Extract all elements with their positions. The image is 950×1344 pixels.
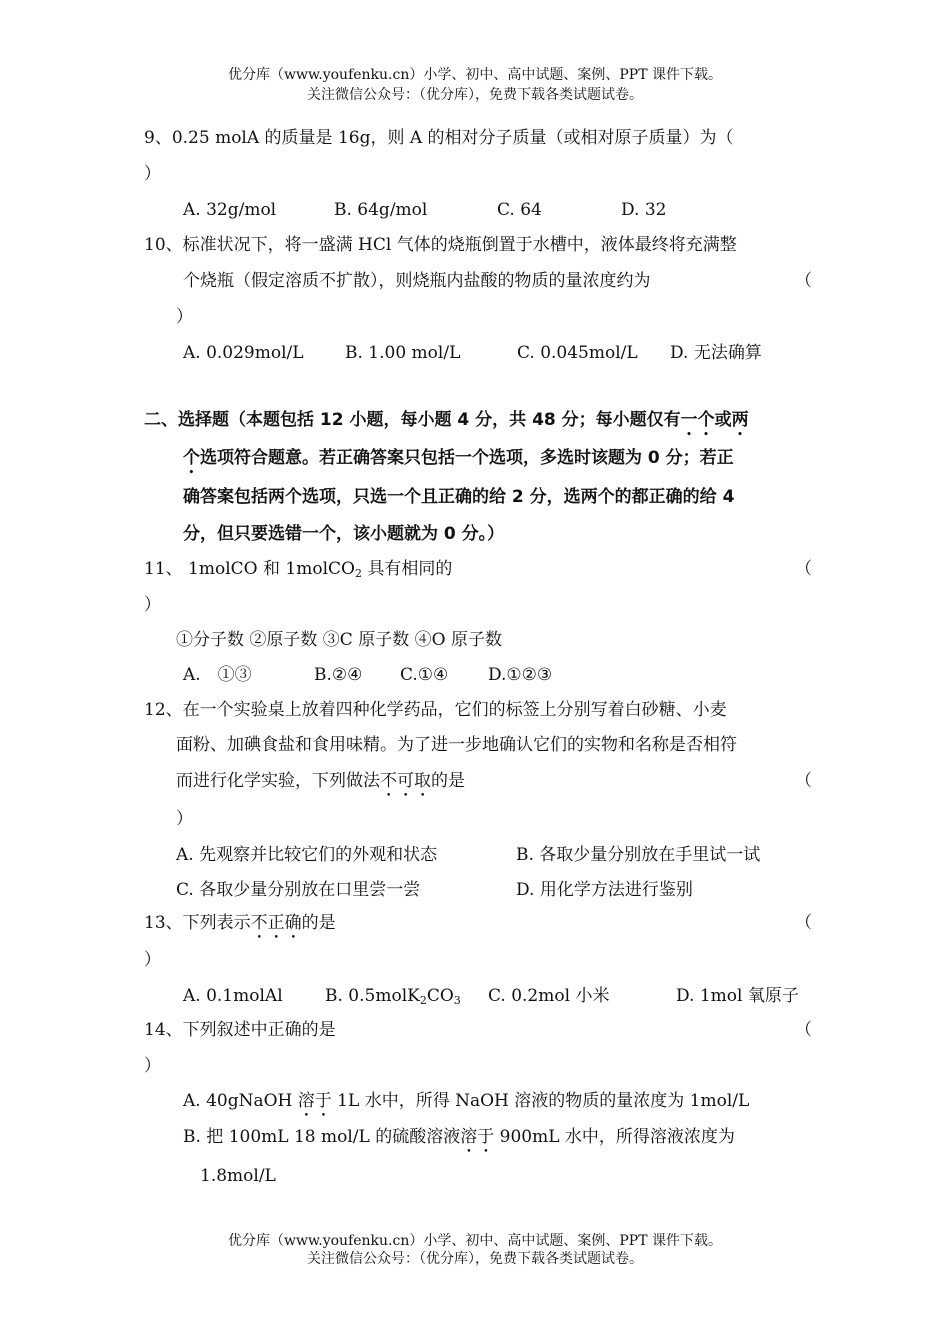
q14-option-b: B. 把 100mL 18 mol/L 的硫酸溶液溶于 900mL 水中，所得溶液浓度为 (183, 1127, 735, 1147)
q10-stem-line-1: 10、标准状况下，将一盛满 HCl 气体的烧瓶倒置于水槽中，液体最终将充满整 (144, 235, 737, 255)
q10-open-paren: （ (795, 271, 812, 291)
q12-stem-line-3: 而进行化学实验，下列做法不可取的是 (176, 771, 465, 791)
q10-option-a: A. 0.029mol/L (183, 343, 304, 363)
q14-option-b-continued: 1.8mol/L (200, 1166, 276, 1186)
q13-open-paren: （ (795, 913, 812, 933)
section2-heading-line-2: 个选项符合题意。若正确答案只包括一个选项，多选时该题为 0 分；若正 (183, 448, 734, 468)
q11-stem: 11、 1molCO 和 1molCO$_2$ 具有相同的 (144, 559, 453, 580)
page-footer-line-2: 关注微信公众号：（优分库），免费下载各类试题试卷。 (307, 1251, 643, 1267)
q12-close-paren: ） (176, 809, 193, 829)
q12-stem-line-1: 12、在一个实验桌上放着四种化学药品，它们的标签上分别写着白砂糖、小麦 (144, 700, 727, 720)
q9-option-c: C. 64 (497, 200, 542, 220)
q10-option-b: B. 1.00 mol/L (345, 343, 461, 363)
q11-close-paren: ） (144, 595, 161, 615)
page-header-line-1: 优分库（www.youfenku.cn）小学、初中、高中试题、案例、PPT 课件下载。 (227, 67, 722, 83)
q10-stem-line-2: 个烧瓶（假定溶质不扩散），则烧瓶内盐酸的物质的量浓度约为 (183, 271, 651, 291)
q11-open-paren: （ (795, 559, 812, 579)
q10-close-paren: ） (176, 307, 193, 327)
q11-option-c: C.①④ (400, 665, 449, 685)
q13-option-a: A. 0.1molAl (183, 986, 283, 1006)
q9-option-a: A. 32g/mol (183, 200, 277, 220)
section2-heading-line-3: 确答案包括两个选项，只选一个且正确的给 2 分，选两个的都正确的给 4 (183, 487, 735, 507)
q11-option-a: A. ①③ (183, 665, 252, 685)
q12-option-d: D. 用化学方法进行鉴别 (516, 880, 693, 900)
page-header-line-2: 关注微信公众号：（优分库），免费下载各类试题试卷。 (307, 87, 643, 103)
q9-option-b: B. 64g/mol (334, 200, 428, 220)
q9-option-d: D. 32 (621, 200, 667, 220)
q12-open-paren: （ (795, 771, 812, 791)
q12-option-c: C. 各取少量分别放在口里尝一尝 (176, 880, 421, 900)
q14-open-paren: （ (795, 1020, 812, 1040)
q9-stem: 9、0.25 molA 的质量是 16g，则 A 的相对分子质量（或相对原子质量）为（ (144, 128, 734, 148)
q13-option-d: D. 1mol 氧原子 (676, 986, 799, 1006)
q12-stem-line-2: 面粉、加碘食盐和食用味精。为了进一步地确认它们的实物和名称是否相符 (176, 735, 737, 755)
q12-option-a: A. 先观察并比较它们的外观和状态 (176, 845, 438, 865)
q10-option-c: C. 0.045mol/L (517, 343, 638, 363)
q14-option-a: A. 40gNaOH 溶于 1L 水中，所得 NaOH 溶液的物质的量浓度为 1mol/L (183, 1091, 750, 1111)
q13-stem: 13、下列表示不正确的是 (144, 913, 336, 933)
q13-close-paren: ） (144, 950, 161, 970)
q11-option-d: D.①②③ (488, 665, 553, 685)
q10-option-d: D. 无法确算 (670, 343, 762, 363)
q11-option-b: B.②④ (314, 665, 363, 685)
q11-items: ①分子数 ②原子数 ③C 原子数 ④O 原子数 (176, 630, 502, 650)
q14-stem: 14、下列叙述中正确的是 (144, 1020, 336, 1040)
q9-close-paren: ） (144, 164, 161, 184)
q12-option-b: B. 各取少量分别放在手里试一试 (516, 845, 761, 865)
section2-heading-line-1: 二、选择题（本题包括 12 小题，每小题 4 分，共 48 分；每小题仅有一个或两 (144, 410, 749, 430)
q14-close-paren: ） (144, 1056, 161, 1076)
section2-heading-line-4: 分，但只要选错一个，该小题就为 0 分。） (183, 524, 505, 544)
page-footer-line-1: 优分库（www.youfenku.cn）小学、初中、高中试题、案例、PPT 课件下载。 (227, 1233, 722, 1249)
q13-option-c: C. 0.2mol 小米 (488, 986, 610, 1006)
q13-option-b: B. $0.5molK_2CO_3$ (325, 986, 461, 1007)
